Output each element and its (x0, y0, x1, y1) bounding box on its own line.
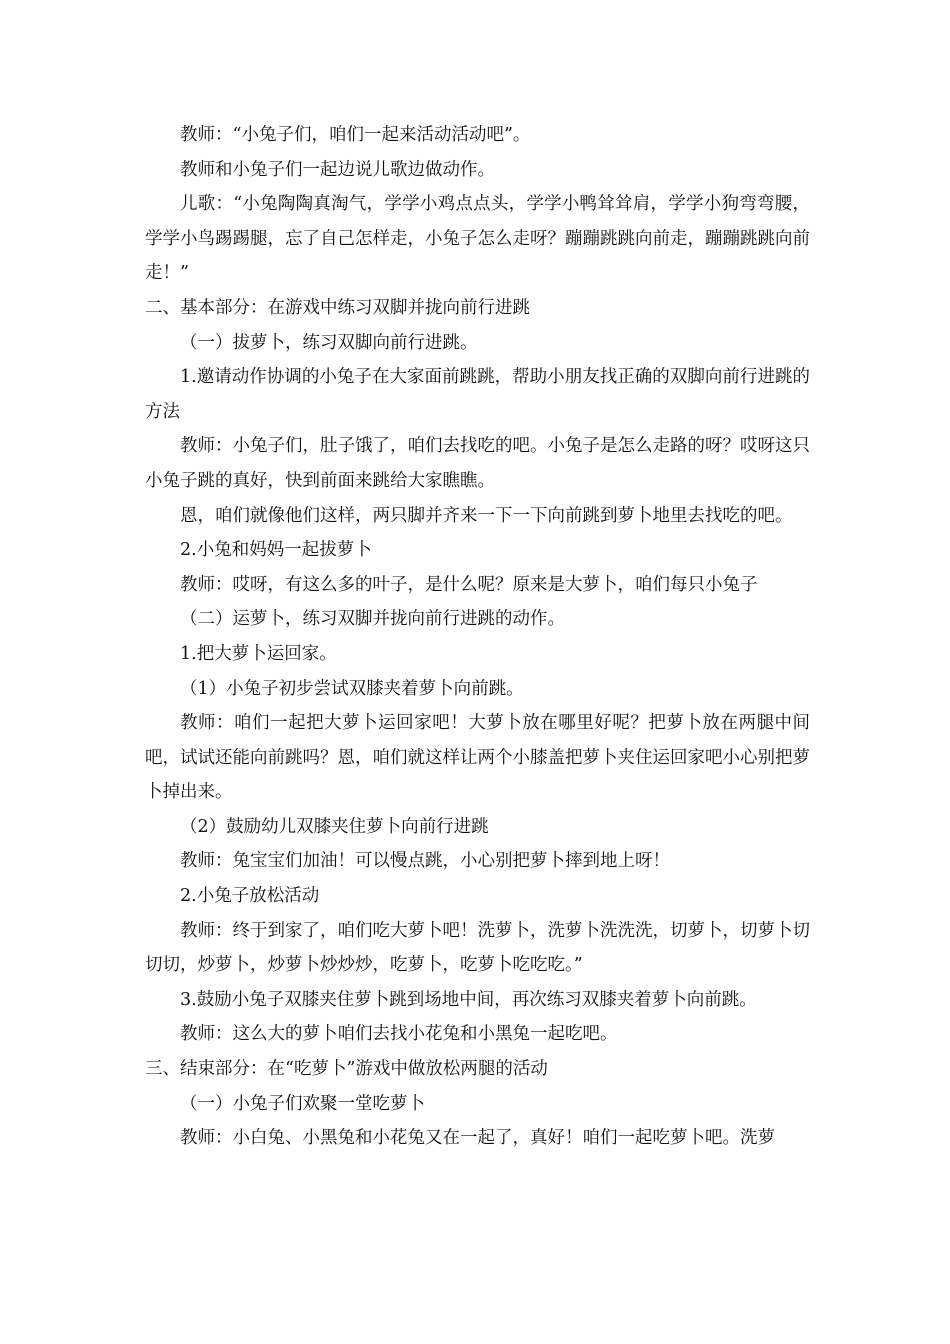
section-heading: 二、基本部分：在游戏中练习双脚并拢向前行进跳 (145, 297, 530, 318)
paragraph: 2.小兔子放松活动 (180, 886, 320, 907)
paragraph: 教师：“小兔子们，咱们一起来活动活动吧”。 (180, 125, 531, 145)
paragraph: 教师：哎呀，有这么多的叶子，是什么呢？原来是大萝卜，咱们每只小兔子 (180, 574, 758, 595)
paragraph: 教师：小兔子们，肚子饿了，咱们去找吃的吧。小兔子是怎么走路的呀？哎呀这只小兔子跳的真好，快到前面来跳给大家瞧瞧。 (145, 436, 810, 491)
paragraph: （一）小兔子们欢聚一堂吃萝卜 (180, 1093, 425, 1114)
paragraph: 教师：这么大的萝卜咱们去找小花兔和小黑兔一起吃吧。 (180, 1024, 618, 1045)
paragraph: 教师和小兔子们一起边说儿歌边做动作。 (180, 159, 495, 180)
paragraph: 儿歌：“小兔陶陶真淘气，学学小鸡点点头，学学小鸭耸耸肩，学学小狗弯弯腰，学学小鸟踢踢腿，忘了自己怎样走，小兔子怎么走呀？蹦蹦跳跳向前走，蹦蹦跳跳向前走！” (145, 194, 810, 284)
paragraph: 恩，咱们就像他们这样，两只脚并齐来一下一下向前跳到萝卜地里去找吃的吧。 (180, 505, 793, 526)
paragraph: 1.把大萝卜运回家。 (180, 643, 337, 664)
paragraph: 3.鼓励小兔子双膝夹住萝卜跳到场地中间，再次练习双膝夹着萝卜向前跳。 (180, 989, 757, 1010)
paragraph: （2）鼓励幼儿双膝夹住萝卜向前行进跳 (180, 816, 489, 837)
paragraph: （一）拔萝卜，练习双脚向前行进跳。 (180, 332, 478, 353)
paragraph: 教师：终于到家了，咱们吃大萝卜吧！洗萝卜，洗萝卜洗洗洗，切萝卜，切萝卜切切切，炒萝卜，炒萝卜炒炒炒，吃萝卜，吃萝卜吃吃吃。” (145, 920, 810, 976)
paragraph: 1.邀请动作协调的小兔子在大家面前跳跳，帮助小朋友找正确的双脚向前行进跳的方法 (145, 367, 810, 422)
paragraph: 2.小兔和妈妈一起拔萝卜 (180, 540, 372, 561)
paragraph: （1）小兔子初步尝试双膝夹着萝卜向前跳。 (180, 678, 524, 699)
paragraph: （二）运萝卜，练习双脚并拢向前行进跳的动作。 (180, 609, 565, 630)
paragraph: 教师：小白兔、小黑兔和小花兔又在一起了，真好！咱们一起吃萝卜吧。洗萝 (180, 1128, 775, 1149)
paragraph: 教师：咱们一起把大萝卜运回家吧！大萝卜放在哪里好呢？把萝卜放在两腿中间吧，试试还能向前跳吗？恩，咱们就这样让两个小膝盖把萝卜夹住运回家吧小心别把萝卜掉出来。 (145, 713, 810, 803)
section-heading: 三、结束部分：在“吃萝卜”游戏中做放松两腿的活动 (145, 1059, 548, 1080)
document-body (145, 118, 810, 1156)
paragraph: 教师：兔宝宝们加油！可以慢点跳，小心别把萝卜摔到地上呀！ (180, 851, 670, 872)
